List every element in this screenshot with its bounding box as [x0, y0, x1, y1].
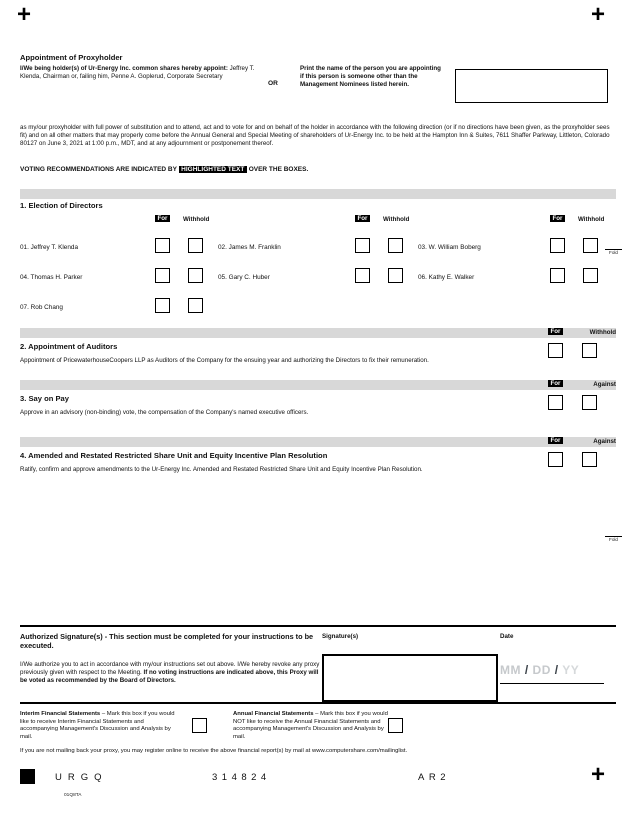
section-title-election-of-directors: 1. Election of Directors	[20, 201, 103, 210]
director-name: 02. James M. Franklin	[218, 243, 281, 251]
proposal-divider-bar	[20, 380, 616, 390]
proposal-for-label	[548, 328, 563, 335]
proposal-title: 3. Say on Pay	[20, 394, 69, 403]
director-name: 04. Thomas H. Parker	[20, 273, 83, 281]
director-vote-boxes	[155, 292, 218, 322]
withhold-column-label: Withhold	[383, 216, 410, 223]
proposal-title: 2. Appointment of Auditors	[20, 342, 118, 351]
signatures-label: Signature(s)	[322, 633, 359, 640]
directors-voting-grid	[20, 214, 616, 322]
director-vote-boxes	[355, 262, 418, 292]
director-for-checkbox[interactable]	[355, 238, 370, 253]
directors-column-header	[155, 214, 218, 232]
director-withhold-checkbox[interactable]	[388, 238, 403, 253]
footer-code-number: 314824	[212, 772, 271, 783]
interim-financial-statements-rest: – Mark this box if you would like to receive Interim Financial Statements and accompanying Management's Discussion and Analysis by mail.	[20, 711, 175, 741]
signature-section-divider	[20, 625, 616, 627]
proposal-withhold-checkbox[interactable]	[582, 343, 597, 358]
proposal-for-label-highlight: For	[548, 437, 563, 444]
interim-financial-statements-text	[20, 711, 180, 742]
director-for-checkbox[interactable]	[155, 298, 170, 313]
online-registration-note: If you are not mailing back your proxy, you may register online to receive the above financial report(s) by mail at www.computershare.com/mailinglist.	[20, 748, 408, 754]
director-withhold-checkbox[interactable]	[188, 268, 203, 283]
date-dd-placeholder: DD	[532, 663, 551, 677]
date-label: Date	[500, 633, 514, 640]
signature-input-box[interactable]	[322, 654, 498, 702]
director-name: 07. Rob Chang	[20, 303, 63, 311]
proposal-for-checkbox[interactable]	[548, 343, 563, 358]
withhold-column-label: Withhold	[578, 216, 605, 223]
annual-financial-statements-text	[233, 711, 391, 742]
director-for-checkbox[interactable]	[155, 268, 170, 283]
director-name: 05. Gary C. Huber	[218, 273, 270, 281]
director-name: 01. Jeffrey T. Klenda	[20, 243, 79, 251]
annual-financial-statements-checkbox[interactable]	[388, 718, 403, 733]
for-column-label: For	[155, 215, 170, 222]
proposal-title: 4. Amended and Restated Restricted Share Unit and Equity Incentive Plan Resolution	[20, 451, 328, 460]
date-slash-1: /	[524, 663, 529, 677]
proposal-col2-label: Withhold	[589, 329, 616, 336]
authorized-signatures-heading: Authorized Signature(s) - This section must be completed for your instructions to be executed.	[20, 632, 314, 651]
proxyholder-appoint-text	[20, 65, 267, 81]
proposal-divider-bar	[20, 437, 616, 447]
directors-column-header	[550, 214, 616, 232]
director-vote-boxes	[355, 232, 418, 262]
date-yy-placeholder: YY	[562, 663, 580, 677]
proxy-terms-paragraph: as my/our proxyholder with full power of substitution and to attend, act and to vote for and on behalf of the holder in accordance with the following direction (or if no directions have been given, as the proxyholder sees fit) and on all other matters that may properly come before the Annual General and Special Meeting of shareholders of Ur-Energy Inc. to be held at the Hampton Inn & Suites, 7611 Shaffer Parkway, Littleton, Colorado 80127 on June 3, 2021 at 1:00 p.m., MDT, and at any adjournment or postponement thereof.	[20, 124, 610, 148]
voting-recommendations-line	[20, 166, 308, 173]
director-for-checkbox[interactable]	[550, 238, 565, 253]
director-withhold-checkbox[interactable]	[188, 298, 203, 313]
director-withhold-checkbox[interactable]	[583, 238, 598, 253]
proxyholder-appoint-names: Jeffrey T. Klenda, Chairman or, failing him, Penne A. Goplerud, Corporate Secretary	[20, 65, 255, 81]
date-slash-2: /	[554, 663, 559, 677]
for-column-label: For	[550, 215, 565, 222]
proposal-col2-label: Against	[593, 438, 616, 445]
proposal-for-label	[548, 437, 563, 444]
section-title-appointment-of-proxyholder: Appointment of Proxyholder	[20, 53, 123, 62]
voting-recommendations-prefix: VOTING RECOMMENDATIONS ARE INDICATED BY	[20, 166, 177, 173]
proposal-col2-label: Against	[593, 381, 616, 388]
withhold-column-label: Withhold	[183, 216, 210, 223]
annual-financial-statements-bold: Annual Financial Statements	[233, 711, 314, 717]
interim-financial-statements-bold: Interim Financial Statements	[20, 711, 101, 717]
director-for-checkbox[interactable]	[355, 268, 370, 283]
proxyholder-appoint-text-bold: I/We being holder(s) of Ur-Energy Inc. common shares hereby appoint:	[20, 65, 228, 72]
proposal-for-checkbox[interactable]	[548, 452, 563, 467]
proxyholder-name-input-box[interactable]	[455, 69, 608, 103]
signature-authorization-bold: If no voting instructions are indicated above, this Proxy will be voted as recommended by the Board of Directors.	[20, 669, 319, 685]
director-vote-boxes	[550, 262, 616, 292]
registration-cross-top-right: +	[591, 1, 606, 28]
signature-authorization-text	[20, 661, 320, 685]
directors-column-header	[355, 214, 418, 232]
annual-financial-statements-rest: – Mark this box if you would NOT like to receive the Annual Financial Statements and accompanying Management's Discussion and Analysis by mail.	[233, 711, 388, 741]
financial-section-divider	[20, 702, 616, 704]
proposal-for-checkbox[interactable]	[548, 395, 563, 410]
proposal-divider-bar	[20, 328, 616, 338]
date-input-field[interactable]	[500, 663, 604, 684]
director-withhold-checkbox[interactable]	[388, 268, 403, 283]
proposal-for-label-highlight: For	[548, 380, 563, 387]
footer-code-ar2: AR2	[418, 772, 450, 783]
section-divider-bar-1	[20, 189, 616, 199]
form-small-code: 01Q8TA	[64, 793, 82, 798]
for-column-label: For	[355, 215, 370, 222]
proposal-against-checkbox[interactable]	[582, 452, 597, 467]
voting-recommendations-suffix: OVER THE BOXES.	[248, 166, 309, 173]
director-withhold-checkbox[interactable]	[188, 238, 203, 253]
print-name-instruction: Print the name of the person you are appointing if this person is someone other than the Management Nominees listed herein.	[300, 65, 441, 89]
proposal-for-label-highlight: For	[548, 328, 563, 335]
scanner-alignment-square	[20, 769, 35, 784]
proposal-description: Appointment of PricewaterhouseCoopers LLP as Auditors of the Company for the ensuing year and authorizing the Directors to fix their remuneration.	[20, 357, 429, 364]
interim-financial-statements-checkbox[interactable]	[192, 718, 207, 733]
date-mm-placeholder: MM	[500, 663, 521, 677]
registration-cross-top-left: +	[17, 1, 32, 28]
director-vote-boxes	[155, 232, 218, 262]
signature-authorization-regular: I/We authorize you to act in accordance with my/our instructions set out above. I/We hereby revoke any proxy previously given with respect to the Meeting.	[20, 661, 320, 677]
registration-cross-bottom-right: +	[591, 761, 606, 788]
director-name: 03. W. William Boberg	[418, 243, 481, 251]
highlighted-text-sample: HIGHLIGHTED TEXT	[179, 166, 247, 173]
proposal-against-checkbox[interactable]	[582, 395, 597, 410]
director-withhold-checkbox[interactable]	[583, 268, 598, 283]
proposal-for-label	[548, 380, 563, 387]
director-name: 06. Kathy E. Walker	[418, 273, 475, 281]
proposal-description: Ratify, confirm and approve amendments to the Ur-Energy Inc. Amended and Restated Restricted Share Unit and Equity Incentive Plan Resolution.	[20, 466, 423, 473]
proposal-description: Approve in an advisory (non-binding) vote, the compensation of the Company's named executive officers.	[20, 409, 309, 416]
fold-marker-1: Fold	[605, 249, 622, 255]
fold-marker-2: Fold	[605, 536, 622, 542]
director-for-checkbox[interactable]	[550, 268, 565, 283]
footer-code-urgq: URGQ	[55, 772, 108, 783]
or-label: OR	[268, 80, 278, 87]
director-vote-boxes	[155, 262, 218, 292]
director-for-checkbox[interactable]	[155, 238, 170, 253]
director-vote-boxes	[550, 232, 616, 262]
